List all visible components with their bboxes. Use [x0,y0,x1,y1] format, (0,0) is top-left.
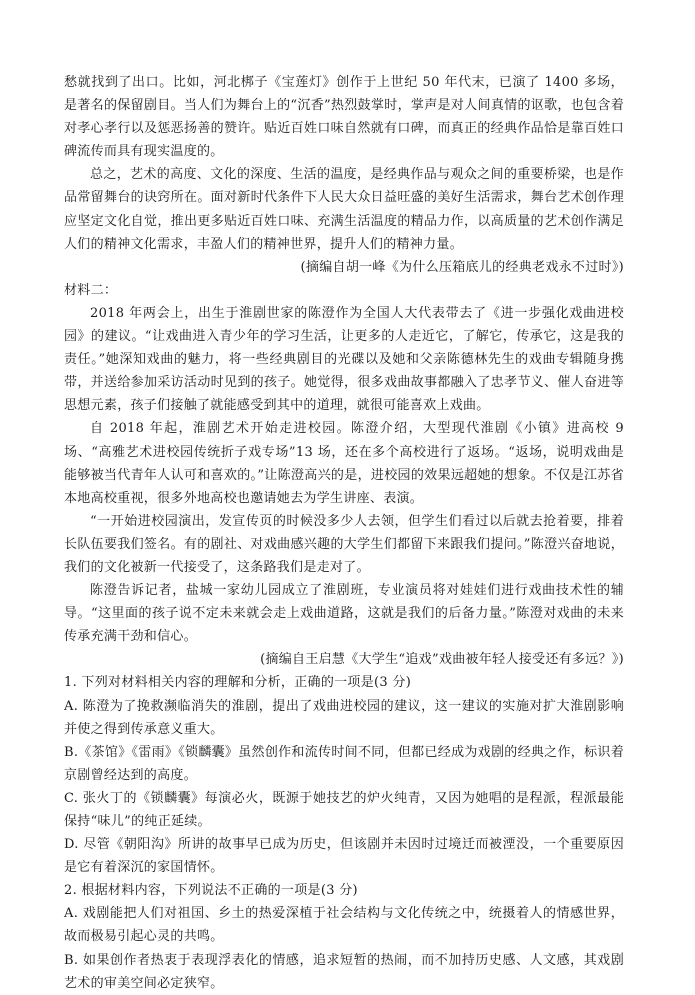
question-1-option-a: A. 陈澄为了挽救濒临消失的淮剧，提出了戏曲进校园的建议，这一建议的实施对扩大淮剧影响并使之得到传承意义重大。 [64,698,624,737]
material2-paragraph-3: “一开始进校园演出，发宣传页的时候没多少人去领，但学生们看过以后就去抢着要，排着长队伍要我们签名。有的剧社、对戏曲感兴趣的大学生们都留下来跟我们提问。”陈澄兴奋地说，我们的文化被新一代接受了，这条路我们是走对了。 [64,513,624,575]
question-1-option-d: D. 尽管《朝阳沟》所讲的故事早已成为历史，但该剧并未因时过境迁而被湮没，一个重要原因是它有着深沉的家国情怀。 [64,837,624,876]
question-2-option-b: B. 如果创作者热衷于表现浮表化的情感，追求短暂的热闹，而不加持历史感、人文感，其戏剧艺术的审美空间必定狭窄。 [64,952,624,991]
material1-paragraph-summary: 总之，艺术的高度、文化的深度、生活的温度，是经典作品与观众之间的重要桥梁，也是作品常留舞台的诀窍所在。面对新时代条件下人民大众日益旺盛的美好生活需求，舞台艺术创作理应坚定文化自觉，推出更多贴近百姓口味、充满生活温度的精品力作，以高质量的艺术创作满足人们的精神文化需求，丰盈人们的精神世界，提升人们的精神力量。 [64,167,624,252]
question-1-option-b: B.《茶馆》《雷雨》《锁麟囊》虽然创作和流传时间不同，但都已经成为戏剧的经典之作，标识着京剧曾经达到的高度。 [64,744,624,783]
material2-source: (摘编自王启慧《大学生“追戏”戏曲被年轻人接受还有多远？》) [260,652,624,668]
material2-paragraph-2: 自 2018 年起，淮剧艺术开始走进校园。陈澄介绍，大型现代淮剧《小镇》进高校 9 场、“高雅艺术进校园传统折子戏专场”13 场，还在多个高校进行了返场。“返场，说明戏曲是能够被当代青年人认可和喜欢的。”让陈澄高兴的是，进校园的效果远超她的想象。不仅是江苏省本地高校重视，很多外地高校也邀请她去为学生讲座、表演。 [64,421,624,506]
exam-page [64,71,624,995]
material2-heading: 材料二： [64,282,118,298]
material2-paragraph-4: 陈澄告诉记者，盐城一家幼儿园成立了淮剧班，专业演员将对娃娃们进行戏曲技术性的辅导。“这里面的孩子说不定未来就会走上戏曲道路，这就是我们的后备力量。”陈澄对戏曲的未来传承充满干劲和信心。 [64,583,624,645]
question-1-option-c: C. 张火丁的《锁麟囊》每演必火，既源于她技艺的炉火纯青，又因为她唱的是程派，程派最能保持“味儿”的纯正延续。 [64,790,624,829]
question-2-stem: 2. 根据材料内容，下列说法不正确的一项是(3 分) [64,883,358,899]
question-1-stem: 1. 下列对材料相关内容的理解和分析，正确的一项是(3 分) [64,675,412,691]
material2-paragraph-1: 2018 年两会上，出生于淮剧世家的陈澄作为全国人大代表带去了《进一步强化戏曲进校园》的建议。“让戏曲进入青少年的学习生活，让更多的人走近它，了解它，传承它，这是我的责任。”她深知戏曲的魅力，将一些经典剧目的光碟以及她和父亲陈德林先生的戏曲专辑随身携带，并送给参加采访活动时见到的孩子。她觉得，很多戏曲故事都融入了忠孝节义、催人奋进等思想元素，孩子们接触了就能感受到其中的道理，就很可能喜欢上戏曲。 [64,305,624,414]
material1-paragraph-continued: 愁就找到了出口。比如，河北梆子《宝莲灯》创作于上世纪 50 年代末，已演了 1400 多场，是著名的保留剧目。当人们为舞台上的“沉香”热烈鼓掌时，掌声是对人间真情的讴歌，也包含着对孝心孝行以及惩恶扬善的赞许。贴近百姓口味自然就有口碑，而真正的经典作品恰是靠百姓口碑流传而具有现实温度的。 [64,75,624,160]
question-2-option-a: A. 戏剧能把人们对祖国、乡土的热爱深植于社会结构与文化传统之中，统摄着人的情感世界，故而极易引起心灵的共鸣。 [64,906,624,945]
material1-source: (摘编自胡一峰《为什么压箱底儿的经典老戏永不过时》) [300,259,624,275]
